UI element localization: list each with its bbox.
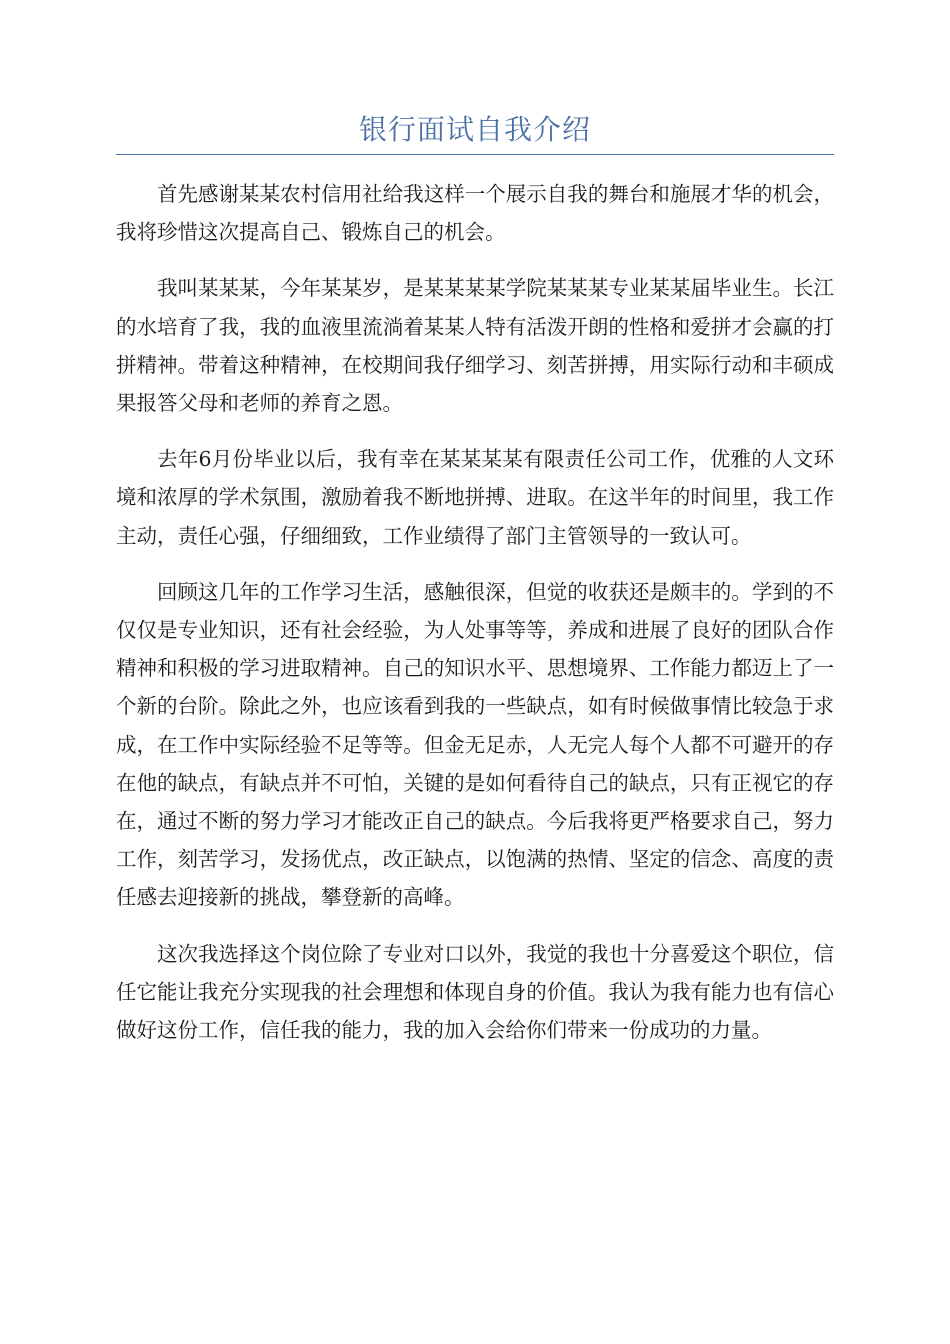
document-body xyxy=(116,175,834,1067)
paragraph-1: 首先感谢某某农村信用社给我这样一个展示自我的舞台和施展才华的机会，我将珍惜这次提高自己、锻炼自己的机会。 xyxy=(116,182,834,245)
paragraph-5: 这次我选择这个岗位除了专业对口以外，我觉的我也十分喜爱这个职位，信任它能让我充分实现我的社会理想和体现自身的价值。我认为我有能力也有信心做好这份工作，信任我的能力，我的加入会给你们带来一份成功的力量。 xyxy=(116,941,834,1043)
title-underline xyxy=(116,154,834,155)
page-title: 银行面试自我介绍 xyxy=(358,113,591,146)
paragraph-2: 我叫某某某，今年某某岁，是某某某某学院某某某专业某某届毕业生。长江的水培育了我，我的血液里流淌着某某人特有活泼开朗的性格和爱拼才会赢的打拼精神。带着这种精神，在校期间我仔细学习、刻苦拼搏，用实际行动和丰硕成果报答父母和老师的养育之恩。 xyxy=(116,276,834,416)
paragraph-4: 回顾这几年的工作学习生活，感触很深，但觉的收获还是颇丰的。学到的不仅仅是专业知识，还有社会经验，为人处事等等，养成和进展了良好的团队合作精神和积极的学习进取精神。自己的知识水平、思想境界、工作能力都迈上了一个新的台阶。除此之外，也应该看到我的一些缺点，如有时候做事情比较急于求成，在工作中实际经验不足等等。但金无足赤，人无完人每个人都不可避开的存在他的缺点，有缺点并不可怕，关键的是如何看待自己的缺点，只有正视它的存在，通过不断的努力学习才能改正自己的缺点。今后我将更严格要求自己，努力工作，刻苦学习，发扬优点，改正缺点，以饱满的热情、坚定的信念、高度的责任感去迎接新的挑战，攀登新的高峰。 xyxy=(116,579,834,910)
paragraph-3: 去年6月份毕业以后，我有幸在某某某某有限责任公司工作，优雅的人文环境和浓厚的学术氛围，激励着我不断地拼搏、进取。在这半年的时间里，我工作主动，责任心强，仔细细致，工作业绩得了部门主管领导的一致认可。 xyxy=(116,447,834,548)
